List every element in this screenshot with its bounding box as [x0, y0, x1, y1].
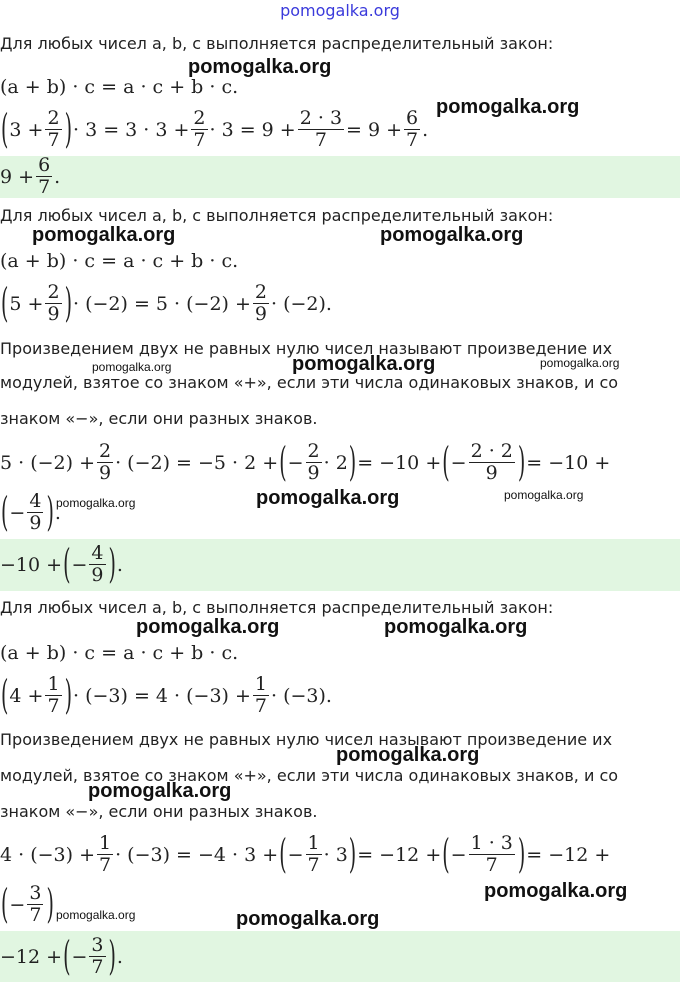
expr: · 3 = 3 · 3 + [73, 119, 190, 141]
paren-open: ( [279, 831, 287, 879]
watermark: pomogalka.org [336, 744, 480, 766]
paren-open: ( [1, 106, 9, 154]
watermark: pomogalka.org [88, 780, 232, 802]
expr: = −10 + [357, 452, 442, 474]
fraction: $\frac{2}{9}$ [99, 440, 112, 485]
expr: · 3 [323, 844, 348, 866]
paren-close: ) [348, 439, 357, 487]
law-formula-1: (a + b) · c = a · c + b · c. [0, 76, 239, 98]
law-statement-1: Для любых чисел a, b, c выполняется распределительный закон: [0, 34, 554, 53]
paren-close: ) [108, 933, 116, 980]
law-formula-2: (a + b) · c = a · c + b · c. [0, 250, 239, 272]
watermark: pomogalka.org [136, 616, 280, 638]
rule-line2-a: модулей, взятое со знаком «+», если эти числа одинаковых знаков, и со [0, 373, 619, 392]
expr: · (−2) = −5 · 2 + [115, 452, 279, 474]
answer-box-2 [0, 539, 680, 591]
expr: = −10 + [526, 452, 611, 474]
expr: · 2 [323, 452, 348, 474]
paren-open: ( [1, 881, 9, 929]
expr: . [422, 119, 429, 141]
task2-step1 [0, 276, 332, 332]
task2-step2 [0, 434, 610, 492]
answer-box-1 [0, 156, 680, 198]
rule-line3-b: знаком «−», если они разных знаков. [0, 802, 318, 821]
paren-close: ) [517, 439, 526, 487]
paren-open: ( [1, 672, 9, 720]
fraction: $\frac{2}{9}$ [307, 440, 320, 485]
paren-open: ( [63, 541, 71, 589]
paren-close: ) [517, 831, 526, 879]
paren-open: ( [1, 489, 9, 537]
watermark: pomogalka.org [384, 616, 528, 638]
expr: 3 + [9, 119, 44, 141]
law-statement-3: Для любых чисел a, b, c выполняется распределительный закон: [0, 598, 554, 617]
fraction: $\frac{2}{9}$ [47, 281, 60, 326]
watermark: pomogalka.org [256, 487, 400, 509]
watermark: pomogalka.org [540, 356, 620, 370]
task3-step1 [0, 668, 332, 724]
law-formula-3: (a + b) · c = a · c + b · c. [0, 642, 239, 664]
paren-open: ( [1, 280, 9, 328]
task3-step2-wrap [0, 878, 55, 932]
task1-step1 [0, 102, 428, 158]
expr: − [9, 502, 26, 524]
paren-open: ( [63, 933, 71, 980]
expr: · (−2). [271, 293, 332, 315]
expr: · 3 = 9 + [209, 119, 296, 141]
expr: − [287, 844, 304, 866]
paren-close: ) [64, 106, 72, 154]
answer-expr: − [71, 945, 88, 968]
fraction: $\frac{2 \cdot 2}{9}$ [470, 440, 513, 485]
rule-line3-a: знаком «−», если они разных знаков. [0, 409, 318, 428]
answer-expr: . [116, 945, 123, 968]
fraction: $\frac{3}{7}$ [91, 933, 104, 978]
expr: = 9 + [346, 119, 403, 141]
answer-expr: 9 + [0, 166, 35, 188]
fraction: $\frac{4}{9}$ [91, 542, 104, 587]
expr: 5 · (−2) + [0, 452, 95, 474]
rule-line2-b: модулей, взятое со знаком «+», если эти числа одинаковых знаков, и со [0, 766, 619, 785]
answer-expr: − [71, 554, 88, 576]
watermark: pomogalka.org [56, 908, 136, 922]
paren-close: ) [64, 672, 72, 720]
expr: · (−3). [271, 685, 332, 707]
fraction: $\frac{2}{7}$ [47, 107, 60, 152]
rule-line1-b: Произведением двух не равных нулю чисел называют произведение их [0, 730, 613, 749]
expr: 4 + [9, 685, 44, 707]
answer-expr: . [54, 166, 61, 188]
fraction: $\frac{6}{7}$ [38, 154, 51, 199]
watermark: pomogalka.org [504, 488, 584, 502]
fraction: $\frac{1}{7}$ [47, 673, 60, 718]
expr: − [287, 452, 304, 474]
answer-expr: . [116, 554, 123, 576]
watermark: pomogalka.org [484, 880, 628, 902]
paren-close: ) [46, 881, 54, 929]
rule-line1-a: Произведением двух не равных нулю чисел называют произведение их [0, 339, 613, 358]
expr: · (−2) = 5 · (−2) + [73, 293, 251, 315]
site-header-link[interactable]: pomogalka.org [280, 1, 400, 20]
watermark: pomogalka.org [92, 360, 172, 374]
expr: − [9, 894, 26, 916]
task3-step2 [0, 826, 610, 884]
fraction: $\frac{4}{9}$ [29, 490, 42, 535]
paren-open: ( [442, 831, 450, 879]
expr: 4 · (−3) + [0, 844, 95, 866]
law-statement-2: Для любых чисел a, b, c выполняется распределительный закон: [0, 206, 554, 225]
paren-close: ) [64, 280, 72, 328]
watermark: pomogalka.org [188, 56, 332, 78]
watermark: pomogalka.org [236, 908, 380, 930]
fraction: $\frac{2}{9}$ [254, 281, 268, 326]
fraction: $\frac{3}{7}$ [29, 882, 42, 927]
paren-close: ) [348, 831, 357, 879]
paren-open: ( [279, 439, 287, 487]
answer-expr: −12 + [0, 945, 63, 968]
expr: − [450, 452, 467, 474]
expr: · (−3) = −4 · 3 + [115, 844, 279, 866]
paren-close: ) [108, 541, 116, 589]
watermark: pomogalka.org [292, 353, 436, 375]
paren-open: ( [442, 439, 450, 487]
fraction: $\frac{1 \cdot 3}{7}$ [470, 832, 513, 877]
expr: 5 + [9, 293, 44, 315]
paren-close: ) [46, 489, 54, 537]
expr: · (−3) = 4 · (−3) + [73, 685, 251, 707]
expr: − [450, 844, 467, 866]
fraction: $\frac{1}{7}$ [254, 673, 268, 718]
expr: . [54, 502, 61, 524]
fraction: $\frac{2 \cdot 3}{7}$ [299, 107, 343, 152]
watermark: pomogalka.org [56, 496, 136, 510]
answer-expr: −10 + [0, 554, 63, 576]
task2-step2-wrap [0, 486, 61, 540]
fraction: $\frac{6}{7}$ [406, 107, 419, 152]
watermark: pomogalka.org [436, 96, 580, 118]
fraction: $\frac{2}{7}$ [193, 107, 206, 152]
watermark: pomogalka.org [32, 224, 176, 246]
expr: = −12 + [526, 844, 611, 866]
answer-box-3 [0, 931, 680, 982]
watermark: pomogalka.org [380, 224, 524, 246]
expr: = −12 + [357, 844, 442, 866]
fraction: $\frac{1}{7}$ [307, 832, 320, 877]
fraction: $\frac{1}{7}$ [99, 832, 112, 877]
